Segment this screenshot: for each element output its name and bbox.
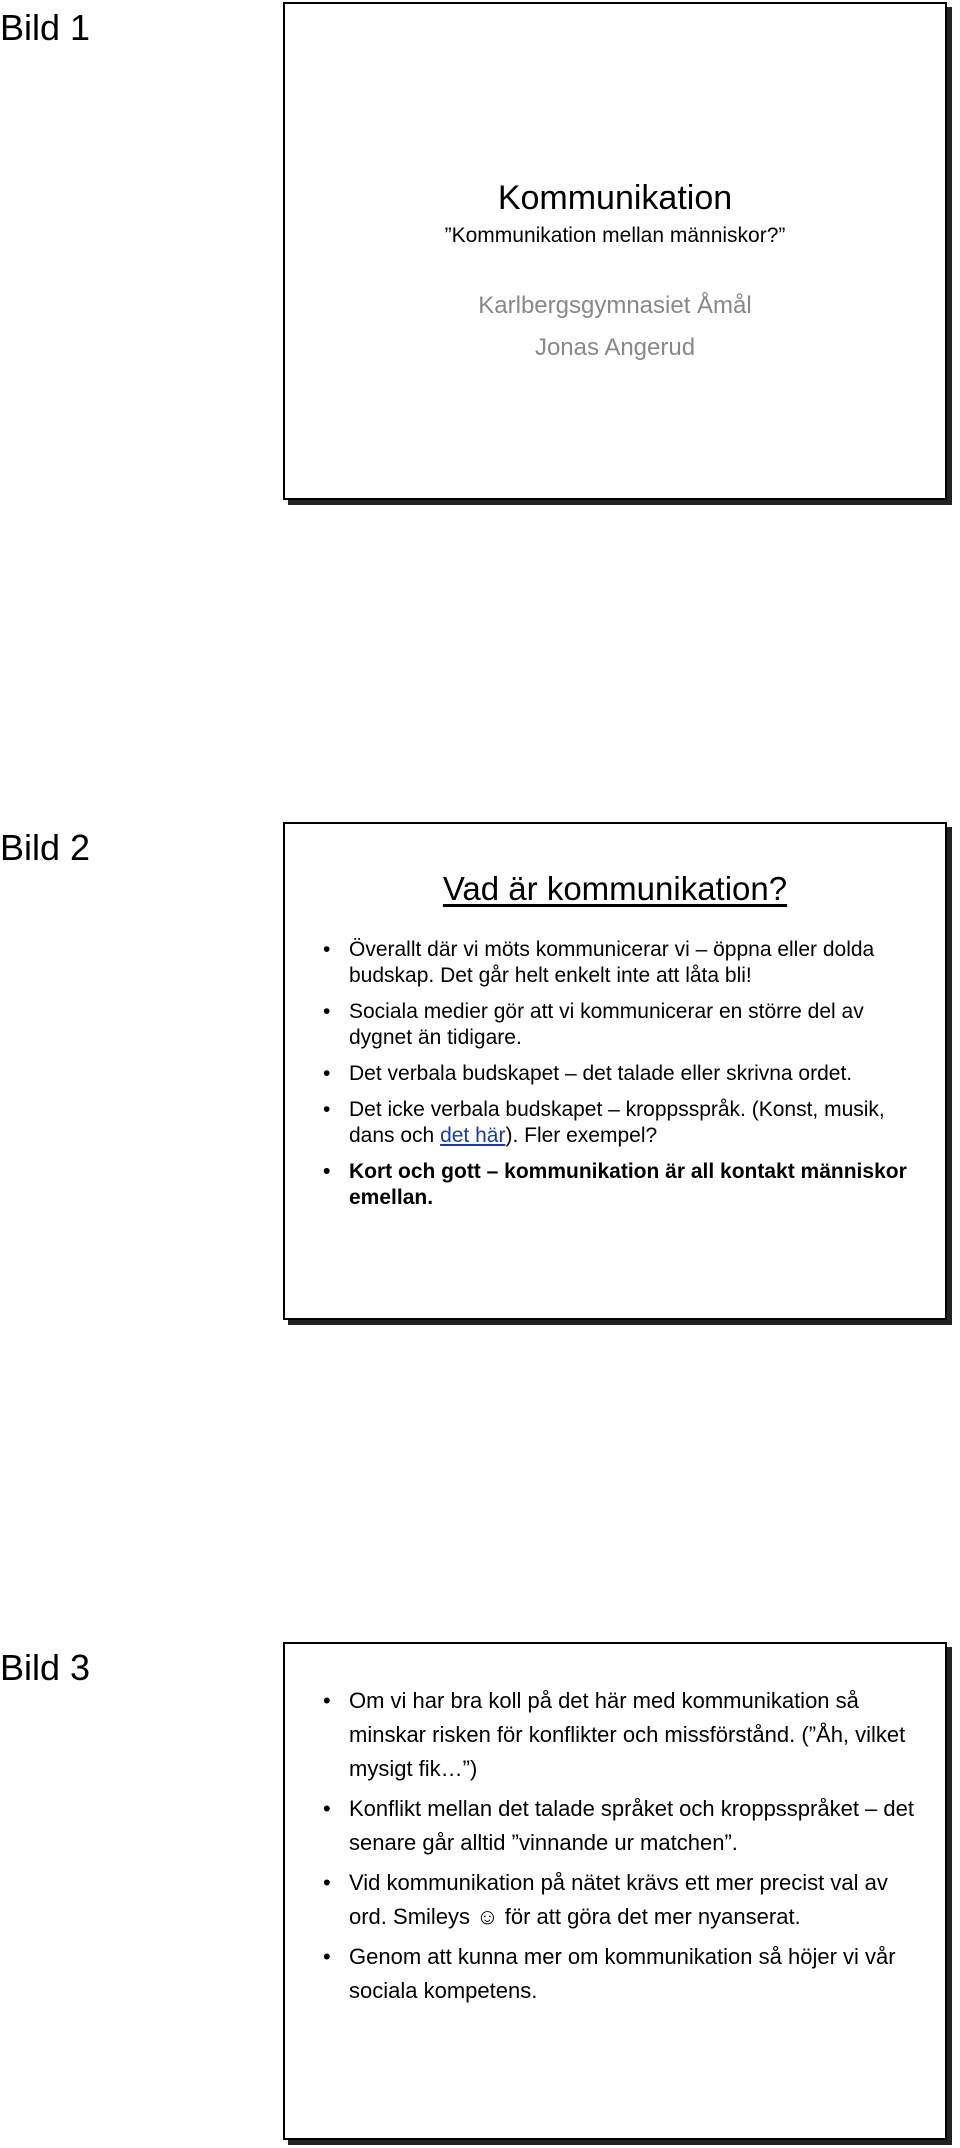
slide-1-title: Kommunikation (497, 179, 733, 217)
slide-3-bullet-list (323, 1684, 925, 2014)
slide-2-bullet-list (323, 937, 925, 1221)
slide-2 (283, 822, 947, 1320)
list-item: • Kort och gott – kommunikation är all kontakt människor emellan. (323, 1159, 925, 1211)
list-item: • Det verbala budskapet – det talade eller skrivna ordet. (323, 1061, 925, 1087)
slide-1-author: Jonas Angerud (534, 334, 696, 361)
slide-3 (283, 1642, 947, 2140)
bullet-text-before-smiley: Vid kommunikation på nätet krävs ett mer precist val av ord. Smileys (349, 1870, 888, 1929)
bullet-text-before-link: Det icke verbala budskapet – kroppsspråk. (Konst, musik, dans och (349, 1098, 885, 1147)
slide-1-label: Bild 1 (0, 7, 91, 48)
list-item (323, 1866, 925, 1934)
bullet-text-after-smiley: för att göra det mer nyanserat. (498, 1904, 801, 1929)
list-item: • Genom att kunna mer om kommunikation så höjer vi vår sociala kompetens. (323, 1940, 925, 2008)
list-item: • Konflikt mellan det talade språket och kroppsspråket – det senare går alltid ”vinnande ur matchen”. (323, 1792, 925, 1860)
smiley-icon: ☺ (476, 1904, 499, 1929)
bullet-text-after-link: ). Fler exempel? (505, 1124, 658, 1147)
slide-2-title: Vad är kommunikation? (442, 870, 788, 907)
slide-1-school: Karlbergsgymnasiet Åmål (478, 292, 752, 319)
list-item: • Sociala medier gör att vi kommunicerar en större del av dygnet än tidigare. (323, 999, 925, 1051)
slide-2-label: Bild 2 (0, 827, 91, 868)
slide-3-label: Bild 3 (0, 1647, 91, 1688)
slide-1 (283, 2, 947, 500)
slide-1-subtitle: ”Kommunikation mellan människor?” (444, 224, 786, 247)
list-item (323, 1097, 925, 1149)
det-har-link[interactable]: det här (440, 1124, 506, 1147)
list-item: • Överallt där vi möts kommunicerar vi – öppna eller dolda budskap. Det går helt enkelt inte att låta bli! (323, 937, 925, 989)
list-item: • Om vi har bra koll på det här med kommunikation så minskar risken för konflikter och missförstånd. (”Åh, vilket mysigt fik…”) (323, 1684, 925, 1786)
